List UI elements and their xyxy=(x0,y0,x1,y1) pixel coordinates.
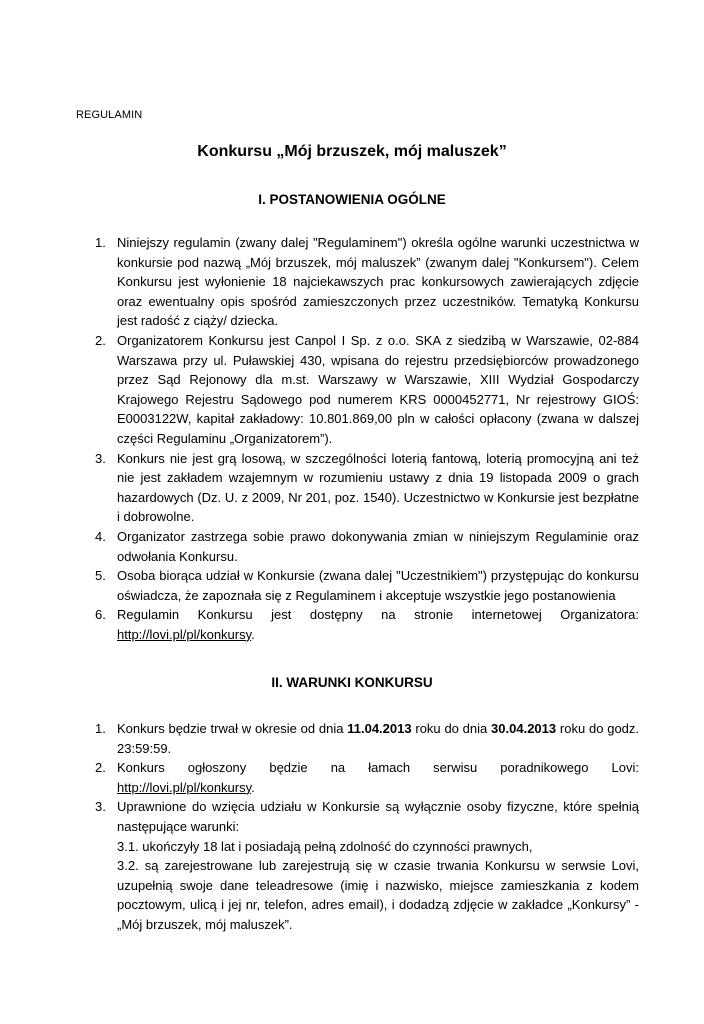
list-item xyxy=(95,605,639,644)
list-item xyxy=(95,449,639,527)
lovi-contests-link[interactable]: http://lovi.pl/pl/konkursy xyxy=(117,779,252,795)
list-item-number: 6. xyxy=(95,607,106,623)
list-item xyxy=(95,331,639,449)
list-item-number: 1. xyxy=(95,721,106,736)
list-item-text: Niniejszy regulamin (zwany dalej "Regulaminem") określa ogólne warunki uczestnictwa w konkursie pod nazwą „Mój brzuszek, mój maluszek” (zwanym dalej "Konkursem"). Celem Konkursu jest wyłonienie 18 najciekawszych prac konkursowych zawierających zdjęcie oraz ewentualny opis spośród zamieszczonych przez uczestników. Tematyką Konkursu jest radość z ciąży/ dziecka. xyxy=(117,235,639,329)
list-item-text: Uprawnione do wzięcia udziału w Konkursie są wyłącznie osoby fizyczne, które spełnią następujące warunki: xyxy=(117,799,639,834)
list-item-number: 3. xyxy=(95,450,106,466)
list-item-text: roku do godz. 23:59:59. xyxy=(117,721,640,756)
list-item xyxy=(95,758,639,797)
document-title: Konkursu „Mój brzuszek, mój maluszek” xyxy=(197,143,507,160)
list-item-text: Organizator zastrzega sobie prawo dokonywania zmian w niniejszym Regulaminie oraz odwołania Konkursu. xyxy=(117,528,639,564)
list-item-suffix: . xyxy=(251,779,255,795)
section-heading-general: I. POSTANOWIENIA OGÓLNE xyxy=(258,192,446,207)
sub-item-3-2: 3.2. są zarejestrowane lub zarejestrują się w czasie trwania Konkursu w serwsie Lovi, uzupełnią swoje dane teleadresowe (imię i nazwisko, miejsce zamieszkania z kodem pocztowym, ulicą i jej nr, telefon, adres email), i dodadzą zdjęcie w zakładce „Konkursy” - „Mój brzuszek, mój maluszek”. xyxy=(117,858,639,932)
list-item-number: 5. xyxy=(95,568,106,584)
general-provisions-list xyxy=(95,233,639,644)
list-item xyxy=(95,527,639,566)
contest-conditions-list xyxy=(95,719,640,935)
start-date: 11.04.2013 xyxy=(347,721,412,736)
list-item-number: 1. xyxy=(95,235,106,250)
list-item-number: 4. xyxy=(95,528,106,544)
section-heading-conditions: II. WARUNKI KONKURSU xyxy=(271,675,433,690)
list-item xyxy=(95,719,640,758)
list-item-text: Konkurs ogłoszony będzie na łamach serwisu poradnikowego Lovi: xyxy=(117,760,639,776)
list-item xyxy=(95,233,639,331)
list-item-text: Regulamin Konkursu jest dostępny na stronie internetowej Organizatora: xyxy=(117,607,639,623)
document-header-label: REGULAMIN xyxy=(76,109,143,121)
list-item-text: Konkurs będzie trwał w okresie od dnia xyxy=(117,721,348,736)
list-item-text: Osoba biorąca udział w Konkursie (zwana dalej "Uczestnikiem") przystępując do konkursu oświadcza, że zapoznała się z Regulaminem i akceptuje wszystkie jego postanowienia xyxy=(117,568,639,603)
list-item-number: 2. xyxy=(95,760,106,776)
end-date: 30.04.2013 xyxy=(491,721,557,736)
list-item-text: Organizatorem Konkursu jest Canpol I Sp. z o.o. SKA z siedzibą w Warszawie, 02-884 Warszawa przy ul. Puławskiej 430, wpisana do rejestru przedsiębiorców prowadzonego przez Sąd Rejonowy dla m.st. Warszawy w Warszawie, XIII Wydział Gospodarczy Krajowego Rejestru Sądowego pod numerem KRS 0000452771, Nr rejestrowy GIOŚ: E0003122W, kapitał zakładowy: 10.801.869,00 pln w całości opłacony (zwana w dalszej części Regulaminu „Organizatorem”). xyxy=(117,332,639,446)
sub-item-3-1: 3.1. ukończyły 18 lat i posiadają pełną zdolność do czynności prawnych, xyxy=(117,838,533,854)
list-item-text: roku do dnia xyxy=(411,721,492,736)
list-item xyxy=(95,797,639,934)
list-item-text: Konkurs nie jest grą losową, w szczególności loterią fantową, loterią promocyjną ani też nie jest zakładem wzajemnym w rozumieniu ustawy z dnia 19 listopada 2009 o grach hazardowych (Dz. U. z 2009, Nr 201, poz. 1540). Uczestnictwo w Konkursie jest bezpłatne i dobrowolne. xyxy=(117,450,639,525)
rules-link[interactable]: http://lovi.pl/pl/konkursy xyxy=(117,626,252,642)
list-item-number: 2. xyxy=(95,332,106,348)
list-item-number: 3. xyxy=(95,799,106,815)
list-item-suffix: . xyxy=(251,626,255,642)
list-item xyxy=(95,566,639,605)
